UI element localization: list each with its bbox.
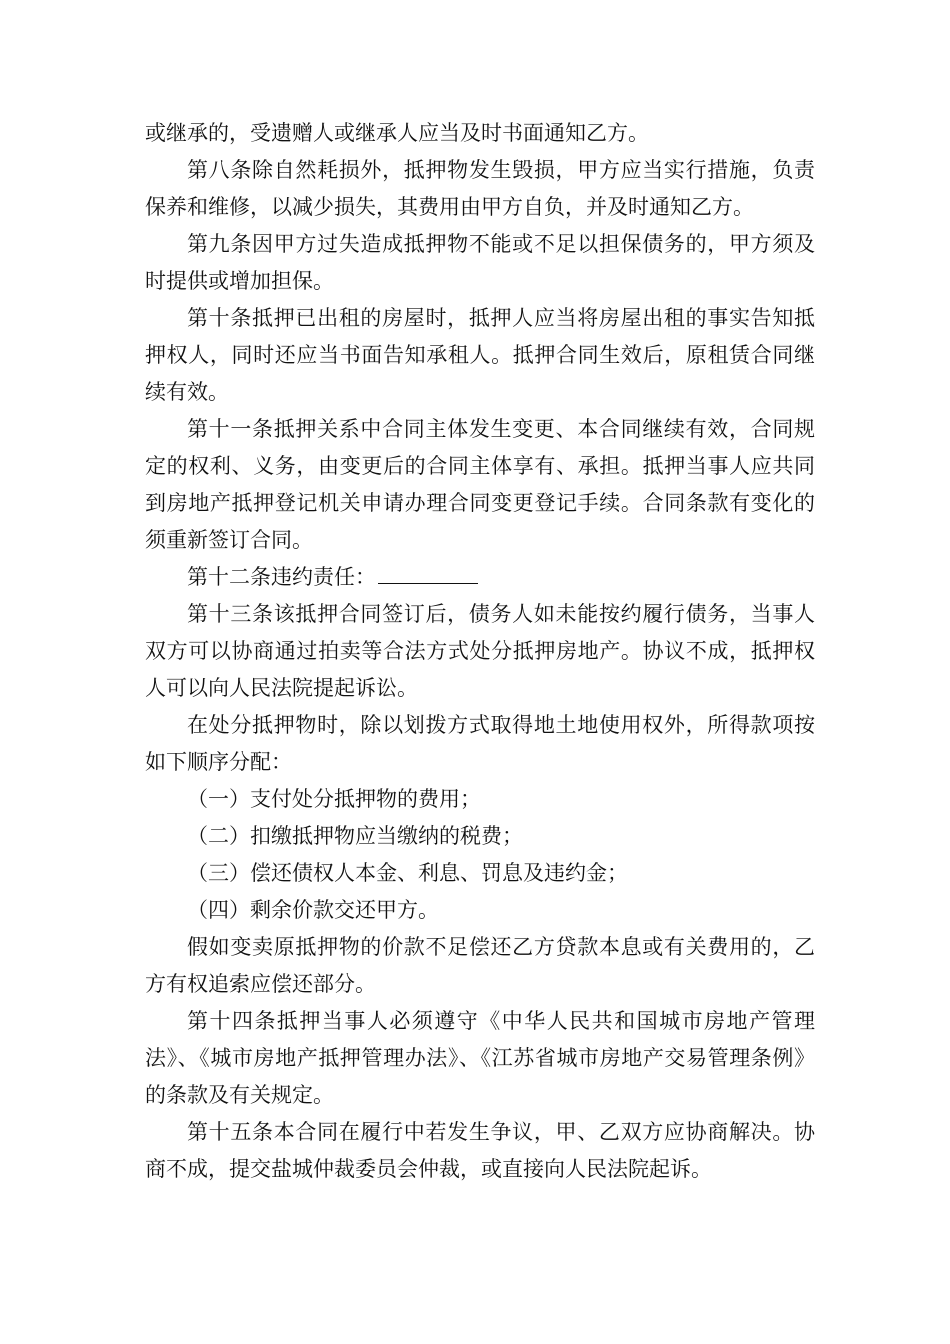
article-13: 第十三条该抵押合同签订后，债务人如未能按约履行债务，当事人双方可以协商通过拍卖等合法方式处分抵押房地产。协议不成，抵押权人可以向人民法院提起诉讼。 [145,602,815,700]
list-item: （三）偿还债权人本金、利息、罚息及违约金； [187,861,628,885]
article-14: 第十四条抵押当事人必须遵守《中华人民共和国城市房地产管理法》、《城市房地产抵押管理办法》、《江苏省城市房地产交易管理条例》的条款及有关规定。 [145,1009,815,1107]
article-8: 第八条除自然耗损外，抵押物发生毁损，甲方应当实行措施，负责保养和维修，以减少损失，其费用由甲方自负，并及时通知乙方。 [145,158,815,219]
list-item: （四）剩余价款交还甲方。 [187,898,439,922]
shortfall-paragraph: 假如变卖原抵押物的价款不足偿还乙方贷款本息或有关费用的，乙方有权追索应偿还部分。 [145,935,815,996]
list-item: （一）支付处分抵押物的费用； [187,787,481,811]
article-11: 第十一条抵押关系中合同主体发生变更、本合同继续有效，合同规定的权利、义务，由变更后的合同主体享有、承担。抵押当事人应共同到房地产抵押登记机关申请办理合同变更登记手续。合同条款有变化的须重新签订合同。 [145,417,815,552]
paragraph-continuation: 或继承的，受遗赠人或继承人应当及时书面通知乙方。 [145,121,649,145]
fill-in-blank [378,565,478,584]
article-9: 第九条因甲方过失造成抵押物不能或不足以担保债务的，甲方须及时提供或增加担保。 [145,232,815,293]
article-12-text: 第十二条违约责任： [187,565,376,589]
article-10: 第十条抵押已出租的房屋时，抵押人应当将房屋出租的事实告知抵押权人，同时还应当书面告知承租人。抵押合同生效后，原租赁合同继续有效。 [145,306,815,404]
article-12 [145,559,815,596]
list-item: （二）扣缴抵押物应当缴纳的税费； [187,824,523,848]
disposal-paragraph: 在处分抵押物时，除以划拨方式取得地土地使用权外，所得款项按如下顺序分配： [145,713,815,774]
article-15: 第十五条本合同在履行中若发生争议，甲、乙双方应协商解决。协商不成，提交盐城仲裁委员会仲裁，或直接向人民法院起诉。 [145,1120,815,1181]
contract-body [145,115,815,1188]
